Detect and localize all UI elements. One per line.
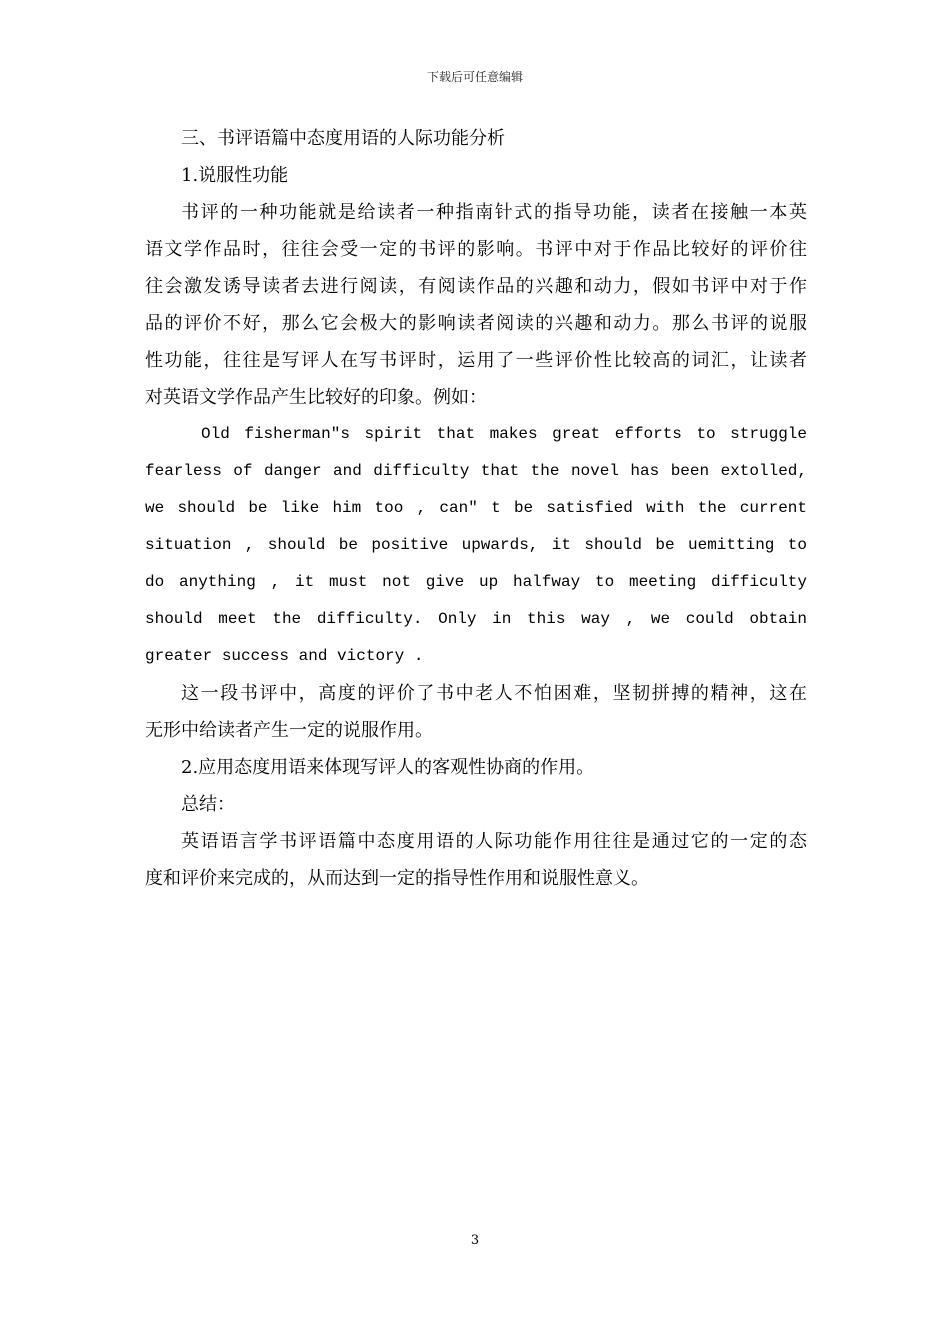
paragraph-line: 语文学作品时，往往会受一定的书评的影响。书评中对于作品比较好的评价往 — [145, 239, 807, 260]
quote-line: we should be like him too , can″ t be satisfied with the current — [145, 499, 807, 517]
english-quote — [145, 416, 807, 675]
document-body — [145, 120, 807, 897]
paragraph-line: 性功能，往往是写评人在写书评时，运用了一些评价性比较高的词汇，让读者 — [145, 350, 807, 371]
paragraph-line: 英语语言学书评语篇中态度用语的人际功能作用往往是通过它的一定的态 — [181, 831, 807, 852]
quote-line: do anything , it must not give up halfway to meeting difficulty — [145, 573, 807, 591]
paragraph-line: 度和评价来完成的，从而达到一定的指导性作用和说服性意义。 — [145, 868, 649, 889]
paragraph-line: 对英语文学作品产生比较好的印象。例如： — [145, 387, 487, 408]
paragraph-summary — [145, 823, 807, 897]
paragraph-line: 品的评价不好，那么它会极大的影响读者阅读的兴趣和动力。那么书评的说服 — [145, 313, 807, 334]
quote-line: situation , should be positive upwards, it should be uemitting to — [145, 536, 807, 554]
page-number: 3 — [470, 1233, 480, 1248]
subheading-persuasive-function: 1.说服性功能 — [181, 165, 289, 186]
paragraph-line: 往会激发诱导读者去进行阅读，有阅读作品的兴趣和动力，假如书评中对于作 — [145, 276, 807, 297]
subheading-objective-negotiation: 2.应用态度用语来体现写评人的客观性协商的作用。 — [181, 757, 595, 778]
summary-label: 总结： — [181, 794, 235, 815]
paragraph-line: 书评的一种功能就是给读者一种指南针式的指导功能，读者在接触一本英 — [181, 202, 807, 223]
quote-line: fearless of danger and difficulty that the novel has been extolled, — [145, 462, 807, 480]
paragraph-line: 无形中给读者产生一定的说服作用。 — [145, 720, 433, 741]
quote-line: Old fisherman″s spirit that makes great efforts to struggle — [201, 425, 807, 443]
paragraph-line: 这一段书评中，高度的评价了书中老人不怕困难，坚韧拼搏的精神，这在 — [181, 683, 807, 704]
paragraph-commentary — [145, 675, 807, 749]
quote-line: greater success and victory . — [145, 647, 424, 665]
quote-line: should meet the difficulty. Only in this way , we could obtain — [145, 610, 807, 628]
page-header: 下载后可任意编辑 — [426, 70, 523, 84]
paragraph-persuasive — [145, 194, 807, 416]
section-heading: 三、书评语篇中态度用语的人际功能分析 — [181, 128, 505, 149]
